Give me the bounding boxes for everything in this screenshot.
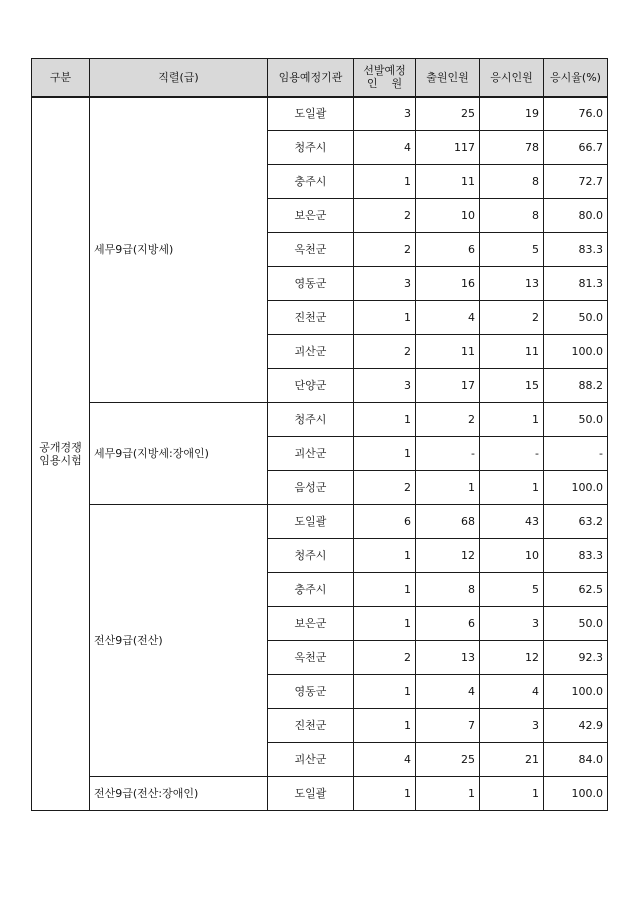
agency-cell: 괴산군 xyxy=(268,743,354,777)
takers-cell: 1 xyxy=(480,403,544,437)
takers-cell: 19 xyxy=(480,97,544,131)
header-agency: 임용예정기관 xyxy=(268,59,354,97)
header-planned-line2: 인 원 xyxy=(366,77,403,91)
planned-cell: 1 xyxy=(354,539,416,573)
agency-cell: 괴산군 xyxy=(268,335,354,369)
planned-cell: 1 xyxy=(354,165,416,199)
rate-cell: 92.3 xyxy=(544,641,608,675)
applicants-cell: 2 xyxy=(416,403,480,437)
applicants-cell: 17 xyxy=(416,369,480,403)
category-cell xyxy=(32,97,90,811)
planned-cell: 2 xyxy=(354,335,416,369)
planned-cell: 1 xyxy=(354,675,416,709)
agency-cell: 도일괄 xyxy=(268,777,354,811)
category-line2: 임용시험 xyxy=(39,453,82,467)
rate-cell: 72.7 xyxy=(544,165,608,199)
agency-cell: 도일괄 xyxy=(268,97,354,131)
applicants-cell: 11 xyxy=(416,165,480,199)
takers-cell: 1 xyxy=(480,777,544,811)
header-applicants: 출원인원 xyxy=(416,59,480,97)
applicants-cell: 16 xyxy=(416,267,480,301)
planned-cell: 3 xyxy=(354,369,416,403)
header-rate: 응시율(%) xyxy=(544,59,608,97)
takers-cell: 8 xyxy=(480,165,544,199)
job-cell: 세무9급(지방세) xyxy=(90,97,268,403)
rate-cell: 100.0 xyxy=(544,777,608,811)
table-header xyxy=(32,59,608,97)
takers-cell: 5 xyxy=(480,573,544,607)
planned-cell: 2 xyxy=(354,233,416,267)
planned-cell: 1 xyxy=(354,709,416,743)
planned-cell: 1 xyxy=(354,301,416,335)
table-row xyxy=(32,505,608,539)
takers-cell: 13 xyxy=(480,267,544,301)
takers-cell: 3 xyxy=(480,709,544,743)
job-cell: 전산9급(전산:장애인) xyxy=(90,777,268,811)
rate-cell: 83.3 xyxy=(544,539,608,573)
rate-cell: 50.0 xyxy=(544,403,608,437)
header-category: 구분 xyxy=(32,59,90,97)
applicants-cell: 4 xyxy=(416,301,480,335)
planned-cell: 2 xyxy=(354,199,416,233)
agency-cell: 충주시 xyxy=(268,165,354,199)
applicants-cell: 6 xyxy=(416,233,480,267)
applicants-cell: 1 xyxy=(416,471,480,505)
rate-cell: 50.0 xyxy=(544,301,608,335)
applicants-cell: 8 xyxy=(416,573,480,607)
agency-cell: 진천군 xyxy=(268,709,354,743)
applicants-cell: 10 xyxy=(416,199,480,233)
planned-cell: 1 xyxy=(354,607,416,641)
applicants-cell: 25 xyxy=(416,97,480,131)
rate-cell: 42.9 xyxy=(544,709,608,743)
category-line1: 공개경쟁 xyxy=(39,440,82,454)
rate-cell: 81.3 xyxy=(544,267,608,301)
applicants-cell: 68 xyxy=(416,505,480,539)
agency-cell: 청주시 xyxy=(268,539,354,573)
takers-cell: 10 xyxy=(480,539,544,573)
applicants-cell: 6 xyxy=(416,607,480,641)
rate-cell: 76.0 xyxy=(544,97,608,131)
applicants-cell: - xyxy=(416,437,480,471)
agency-cell: 도일괄 xyxy=(268,505,354,539)
applicants-cell: 11 xyxy=(416,335,480,369)
agency-cell: 괴산군 xyxy=(268,437,354,471)
table-row xyxy=(32,777,608,811)
rate-cell: 80.0 xyxy=(544,199,608,233)
rate-cell: 84.0 xyxy=(544,743,608,777)
takers-cell: 15 xyxy=(480,369,544,403)
applicants-cell: 1 xyxy=(416,777,480,811)
applicants-cell: 4 xyxy=(416,675,480,709)
agency-cell: 옥천군 xyxy=(268,233,354,267)
agency-cell: 영동군 xyxy=(268,267,354,301)
rate-cell: 63.2 xyxy=(544,505,608,539)
takers-cell: 43 xyxy=(480,505,544,539)
planned-cell: 2 xyxy=(354,471,416,505)
agency-cell: 보은군 xyxy=(268,199,354,233)
agency-cell: 음성군 xyxy=(268,471,354,505)
exam-results-table xyxy=(31,58,608,811)
takers-cell: 8 xyxy=(480,199,544,233)
planned-cell: 2 xyxy=(354,641,416,675)
takers-cell: 4 xyxy=(480,675,544,709)
rate-cell: 50.0 xyxy=(544,607,608,641)
agency-cell: 청주시 xyxy=(268,131,354,165)
job-cell: 전산9급(전산) xyxy=(90,505,268,777)
planned-cell: 1 xyxy=(354,777,416,811)
planned-cell: 4 xyxy=(354,131,416,165)
planned-cell: 6 xyxy=(354,505,416,539)
header-job: 직렬(급) xyxy=(90,59,268,97)
planned-cell: 1 xyxy=(354,437,416,471)
agency-cell: 충주시 xyxy=(268,573,354,607)
applicants-cell: 13 xyxy=(416,641,480,675)
table-body xyxy=(32,97,608,811)
rate-cell: 100.0 xyxy=(544,471,608,505)
takers-cell: 78 xyxy=(480,131,544,165)
job-cell: 세무9급(지방세:장애인) xyxy=(90,403,268,505)
table-row xyxy=(32,403,608,437)
takers-cell: 5 xyxy=(480,233,544,267)
takers-cell: 11 xyxy=(480,335,544,369)
agency-cell: 옥천군 xyxy=(268,641,354,675)
rate-cell: 83.3 xyxy=(544,233,608,267)
rate-cell: 100.0 xyxy=(544,335,608,369)
header-planned-line1: 선발예정 xyxy=(363,64,406,78)
agency-cell: 영동군 xyxy=(268,675,354,709)
takers-cell: 3 xyxy=(480,607,544,641)
agency-cell: 보은군 xyxy=(268,607,354,641)
applicants-cell: 7 xyxy=(416,709,480,743)
rate-cell: 88.2 xyxy=(544,369,608,403)
takers-cell: 12 xyxy=(480,641,544,675)
agency-cell: 진천군 xyxy=(268,301,354,335)
table-row xyxy=(32,97,608,131)
planned-cell: 1 xyxy=(354,403,416,437)
rate-cell: 66.7 xyxy=(544,131,608,165)
takers-cell: 2 xyxy=(480,301,544,335)
agency-cell: 청주시 xyxy=(268,403,354,437)
rate-cell: 62.5 xyxy=(544,573,608,607)
header-takers: 응시인원 xyxy=(480,59,544,97)
takers-cell: 21 xyxy=(480,743,544,777)
applicants-cell: 117 xyxy=(416,131,480,165)
applicants-cell: 25 xyxy=(416,743,480,777)
rate-cell: - xyxy=(544,437,608,471)
takers-cell: 1 xyxy=(480,471,544,505)
header-planned xyxy=(354,59,416,97)
planned-cell: 3 xyxy=(354,267,416,301)
planned-cell: 4 xyxy=(354,743,416,777)
takers-cell: - xyxy=(480,437,544,471)
agency-cell: 단양군 xyxy=(268,369,354,403)
planned-cell: 1 xyxy=(354,573,416,607)
rate-cell: 100.0 xyxy=(544,675,608,709)
applicants-cell: 12 xyxy=(416,539,480,573)
planned-cell: 3 xyxy=(354,97,416,131)
header-row xyxy=(32,59,608,97)
